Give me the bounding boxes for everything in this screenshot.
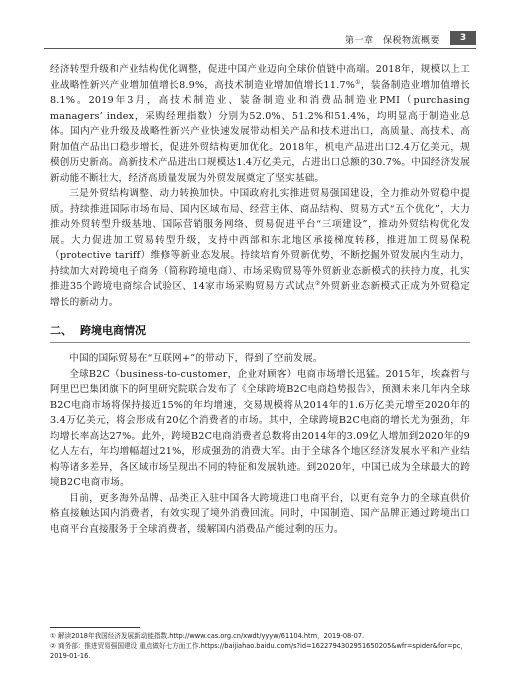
paragraph-4: 全球B2C（business-to-customer，企业对顾客）电商市场增长迅猛。2015年，埃森哲与阿里巴巴集团旗下的阿里研究院联合发布了《全球跨境B2C电商趋势报告》，预测未来几年内全球B2C电商市场将保持接近15%的年均增速，交易规模将从2014年的1.6万亿美元增至2020年的3.4万亿美元，将会形成有20亿个消费者的市场。其中，全球跨境B2C电商的增长尤为强劲，年均增长率高达27%。此外，跨境B2C电商消费者总数将由2014年的3.09亿人增加到2020年的9亿人左右，年均增幅超过21%，形成强劲的消费大军。由于全球各个地区经济发展水平和产业结构等诸多差异，各区域市场呈现出不同的特征和发展轨迹。到2020年，中国已成为全球最大的跨境B2C电商市场。: [50, 368, 470, 488]
footnote-marker-1[interactable]: ①: [355, 78, 361, 86]
main-text: [50, 62, 470, 537]
paragraph-1-rest: ，装备制造业增加值增长8.1%。2019年3月，高技术制造业、装备制造业和消费品制造业PMI（purchasing managers’ index，采购经理指数）分别为52.0%、51.2%和51.4%，均明显高于制造业总体。国内产业升级及战略性新兴产业快速发展带动相关产品和技术进出口，高质量、高技术、高附加值产品出口稳步增长，促进外贸结构更加优化。2018年，机电产品进出口2.4万亿美元，规模创历史新高。高新技术产品进出口规模达1.4万亿美元，占进出口总额的30.7%。中国经济发展新动能不断壮大，经济高质量发展为外贸发展奠定了坚实基础。: [50, 79, 470, 184]
footnote-1: ① 解读2018年我国经济发展新动能指数.http://www.cas.org.cn/xwdt/yyyw/61104.htm，2019-08-07.: [50, 632, 365, 640]
paragraph-1-text: 经济转型升级和产业结构优化调整，促进中国产业迈向全球价值链中高端。2018年，规模以上工业战略性新兴产业增加值增长8.9%，高技术制造业增加值增长11.7%: [50, 64, 470, 91]
paragraph-2: [50, 186, 470, 310]
section-number: 二、: [50, 324, 72, 337]
paragraph-3: 中国的国际贸易在“互联网+”的带动下，得到了空前发展。: [69, 353, 323, 364]
page-number: 3: [450, 31, 476, 45]
footnote-2: ② 商务部：推进贸易强国建设 重点做好七方面工作.https://baijiahao.baidu.com/s?id=1622794302951650205&wfr=spider&for=pc，2019-01-16.: [50, 642, 467, 660]
footnote-marker-2[interactable]: ②: [314, 279, 321, 287]
paragraph-2-rest: 外贸新业态新模式正成为外贸稳定增长的新动力。: [50, 281, 471, 308]
footnotes: [50, 627, 470, 661]
section-heading: [50, 322, 470, 343]
section-title: 跨境电商情况: [80, 324, 146, 337]
footnote-rule: [50, 627, 140, 628]
paragraph-5: 目前，更多海外品牌、品类正入驻中国各大跨境进口电商平台，以更有竞争力的全球直供价格直接触达国内消费者，有效实现了境外消费回流。同时，中国制造、国产品牌正通过跨境出口电商平台直接服务于全球消费者，缓解国内消费品产能过剩的压力。: [50, 492, 470, 535]
paragraph-2-text: 三是外贸结构调整、动力转换加快。中国政府扎实推进贸易强国建设，全力推动外贸稳中提质。持续推进国际市场布局、国内区域布局、经营主体、商品结构、贸易方式“五个优化”，大力推动外贸转型升级基地、国际营销服务网络、贸易促进平台“三项建设”，推动外贸结构优化发展。大力促进加工贸易转型升级，支持中西部和东北地区承接梯度转移，推进加工贸易保税（protective tariff）维修等新业态发展。持续培育外贸新优势，不断挖掘外贸发展内生动力，持续加大对跨境电子商务（简称跨境电商）、市场采购贸易等外贸新业态新模式的扶持力度，扎实推进35个跨境电商综合试验区、14家市场采购贸易方式试点: [50, 188, 470, 292]
paragraph-1: [50, 62, 470, 186]
chapter-title: 第一章 保税物流概要: [344, 35, 440, 46]
running-header: [44, 30, 476, 49]
